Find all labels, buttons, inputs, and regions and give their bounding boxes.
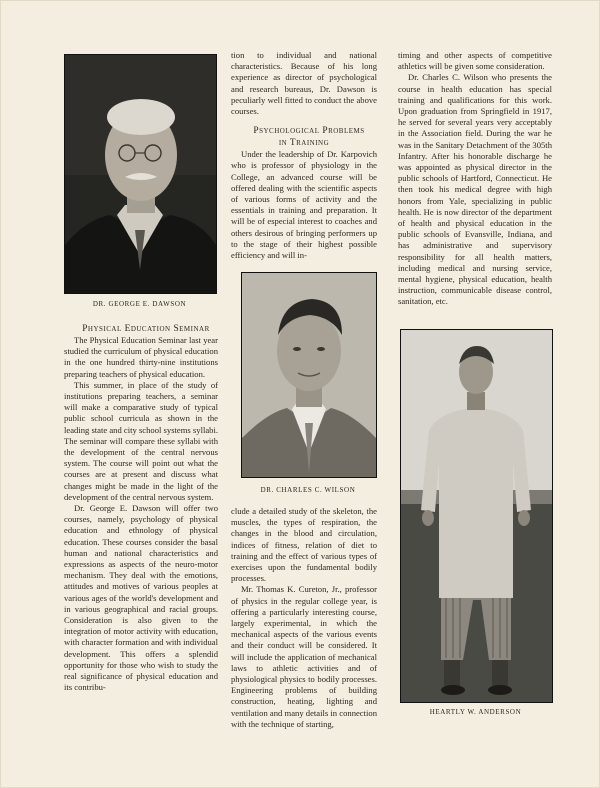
paragraph: tion to individual and national characteristics. Because of his long experience as director of psychological and research bureaus, Dr. Dawson is peculiarly well fitted to conduct the above courses. xyxy=(231,50,377,117)
middle-column-top xyxy=(231,50,377,261)
paragraph: Dr. George E. Dawson will offer two courses, namely, psychology of physical education and ethnology of physical education. These courses consider the basal human and national characteristics and expressions as aspects of the neuro-motor mechanism. They deal with the emotions, attitudes and motives of various peoples at various ages of the world's development and in various geographical and racial groups. Consideration is also given to the integration of motor activity with education, with character formation and with individual development. This offers a splendid opportunity for those who wish to study the real significance of physical education and its contribu- xyxy=(64,503,218,693)
left-column xyxy=(64,323,218,694)
caption-dawson: DR. GEORGE E. DAWSON xyxy=(92,300,187,308)
paragraph: The Physical Education Seminar last year studied the curriculum of physical education in the one hundred thirty-nine institutions preparing teachers of physical education. xyxy=(64,335,218,379)
paragraph: Under the leadership of Dr. Karpovich who is professor of physiology in the College, an advanced course will be offered dealing with the scientific aspects of various forms of activity and the essentials in training and preparation. It will be of especial interest to coaches and others desirous of bringing performers up to the stage of their highest possible efficiency and will in- xyxy=(231,149,377,261)
right-column xyxy=(398,50,552,308)
paragraph: clude a detailed study of the skeleton, the muscles, the types of respiration, the changes in the blood and circulation, indices of fitness, relation of diet to training and the effect of various types of exercises upon the fundamental bodily processes. xyxy=(231,506,377,584)
middle-column-bottom xyxy=(231,506,377,730)
paragraph: This summer, in place of the study of institutions preparing teachers, a seminar will make a comparative study of typical public school curricula as shown in the leading state and city school systems syllabi. The seminar will compare these syllabi with the development of the central nervous system. The course will point out what the courses are at present and discuss what changes might be made in the light of the development of the central nervous system. xyxy=(64,379,218,502)
heading-psychological-problems: Psychological Problems in Training xyxy=(253,126,365,149)
photo-dawson xyxy=(64,54,217,294)
paragraph: Mr. Thomas K. Cureton, Jr., professor of physics in the regular college year, is offering a particularly interesting course, largely experimental, in which the mechanical aspects of the various events and their conduct will be considered. It will include the application of mechanical laws to athletic activities and of physiological physics to bodily processes. Engineering problems of building construction, heating, lighting and ventilation and many details in connection with the technique of starting, xyxy=(231,584,377,729)
photo-anderson xyxy=(400,329,553,703)
photo-wilson xyxy=(241,272,377,478)
caption-anderson: HEARTLY W. ANDERSON xyxy=(429,708,522,716)
caption-wilson: DR. CHARLES C. WILSON xyxy=(260,486,356,494)
paragraph: timing and other aspects of competitive athletics will be given some consideration. xyxy=(398,50,552,72)
heading-physical-education-seminar: Physical Education Seminar xyxy=(82,324,210,334)
paragraph: Dr. Charles C. Wilson who presents the course in health education has special training and qualifications for this work. Upon graduation from Springfield in 1917, he served for several years very acceptably in the Association field. During the war he was in the Sanitary Detachment of the 305th Infantry. After his honorable discharge he was appointed as physical director in the public schools of Hartford, Connecticut. He then took his medical degree with high honors from Yale, specializing in public health. He is now director of the department of health and physical education in the public schools of Evansville, Indiana, and has administrative and supervisory responsibility for all health matters, including medical and nursing service, mental hygiene, physical education, health instruction, communicable disease control, sanitation, etc. xyxy=(398,72,552,307)
